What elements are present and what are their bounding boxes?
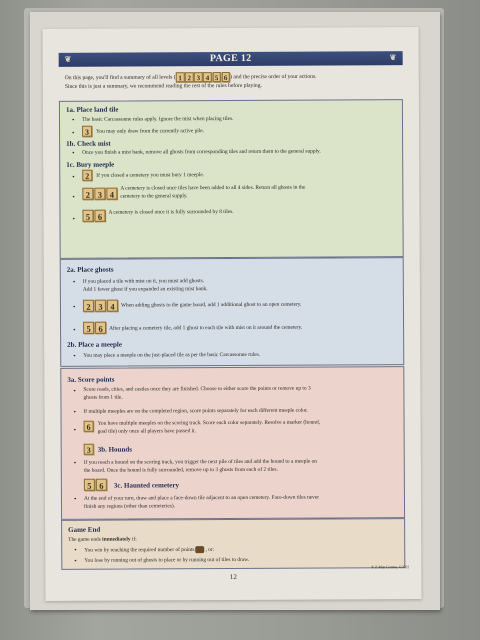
heading-game-end: Game End [68,525,101,534]
tile-group [82,210,105,222]
level-tile: 3 [194,72,203,82]
level-tile: 6 [94,210,105,222]
heading-hounds: 3b. Hounds [97,445,132,454]
bullet-icon: • [72,302,76,311]
section-game-end: Game End The game ends immediately if: • You win by reaching the required number of points , or: • You lose by running out of ghosts to place or by running out of tiles to draw. [61,518,405,570]
heading-place-land-tile: 1a. Place land tile [65,105,119,114]
bullet-icon: • [72,148,75,157]
heading-check-mist: 1b. Check mist [66,139,111,148]
bullet-icon: • [73,325,76,334]
tile-group [83,300,118,312]
heading-bury-meeple: 1c. Bury meeple [66,160,115,169]
bullet-icon: • [72,192,75,201]
level-tile: 2 [82,170,92,181]
ornament-right-icon: ❦ [389,53,397,63]
page-title: PAGE 12 [209,52,252,65]
level-tile: 6 [221,72,230,82]
tile-group [83,322,106,334]
tile-group [84,479,107,491]
level-tile: 5 [82,210,93,222]
bullet-icon: • [73,386,76,395]
bullet-icon: • [73,351,76,360]
rulebook-page [43,27,422,601]
tile-group [84,444,94,455]
heading-haunted-cemetery: 3c. Haunted cemetery [113,481,180,490]
level-tile: 4 [107,300,118,312]
page-number: 12 [229,572,237,582]
level-tile: 3 [95,300,106,312]
game-end-line: The game ends immediately if: [68,536,137,543]
bullet-icon: • [74,545,77,554]
tile-group [82,170,92,181]
level-tile: 2 [82,188,93,200]
section-phase-1: 1a. Place land tile • The basic Carcassonne rules apply. Ignore the mist when placing tiles. • 3 You may only draw from the currently active pile. 1b. Check mist • Once you finish a mist bank, remove all ghosts from corresponding tiles and return them to the general supply. 1c. Bury meeple • 2 If you closed a cemetery you must bury 1 meeple. • 2 3 4 A cemetery is closed once tiles have been added to all 4 sides. Return all ghosts in the cemetery to the general supply. • 5 6 A cemetery is closed once it is fully surrounded by 8 tiles. [59,99,404,259]
intro-text: On this page, you'll find a summary of all levels ( 1 2 3 4 5 6 ) and the precise order of your actions. Since this is just a summary, we recommend reading the rest of the rules before playing. [64,73,317,90]
level-tile: 3 [84,444,94,455]
tile-group [82,188,117,200]
level-tile: 1 [176,72,185,82]
heading-score-points: 3a. Score points [67,375,115,384]
heading-place-meeple: 2b. Place a meeple [67,340,123,349]
bullet-icon: • [72,128,75,137]
heading-place-ghosts: 2a. Place ghosts [66,265,114,274]
level-tile: 3 [82,126,92,137]
bullet-icon: • [74,556,77,565]
tile-group [82,126,92,137]
bullet-icon: • [73,425,77,434]
bullet-icon: • [72,277,76,286]
section-phase-3: 3a. Score points • Score roads, cities, and castles once they are finished. Choose to either score the points or remove up to 3 ghosts from 1 tile. • If multiple meeples are on the completed region, score points separately for each different meeple color. • 6 You have multiple meeples on the scoring track. Score each color separately. Resolve a marker (hound, goal tile) only once all players have passed it. 3 3b. Hounds • If you reach a hound on the scoring track, you trigger the next pile of tiles and add the hound to a meeple on the board. Once the hound is fully surrounded, remove up to 3 ghosts from each of 2 tiles. 5 6 3c. Haunted cemetery • At the end of your turn, draw and place a face-down tile adjacent to an open cemetery. Face-down tiles never finish any regions (other than cemeteries). [60,366,405,520]
tile-group [84,421,94,432]
level-tile: 6 [84,421,94,432]
level-tile: 2 [185,72,194,82]
level-tiles [176,74,231,83]
level-tile: 4 [203,72,212,82]
bullet-icon: • [73,458,77,467]
page-header [59,51,403,67]
level-tile: 5 [84,479,95,491]
level-tile: 2 [83,300,94,312]
level-tile: 5 [83,322,94,334]
bullet-icon: • [72,172,75,181]
section-phase-2: 2a. Place ghosts • If you placed a tile with mist on it, you must add ghosts. Add 1 fewer ghost if you expanded an existing mist bank. • 2 3 4 When adding ghosts to the game board, add 1 additional ghost to an open cemetery. • 5 6 After placing a cemetery tile, add 1 ghost to each tile with mist on it around the cemetery. 2b. Place a meeple • You may place a meeple on the just-placed tile as per the basic Carcassonne rules. [60,257,405,367]
level-tile: 5 [212,72,221,82]
bullet-icon: • [71,115,75,124]
copyright-text: ® Z-Man Games, ©2022 [371,565,410,570]
ornament-left-icon: ❦ [64,54,72,64]
level-tile: 3 [94,188,105,200]
bullet-icon: • [72,214,75,223]
bullet-icon: • [73,494,77,503]
points-token-icon [195,546,204,553]
level-tile: 6 [95,322,106,334]
bullet-icon: • [73,407,76,416]
level-tile: 6 [96,479,107,491]
level-tile: 4 [106,188,117,200]
